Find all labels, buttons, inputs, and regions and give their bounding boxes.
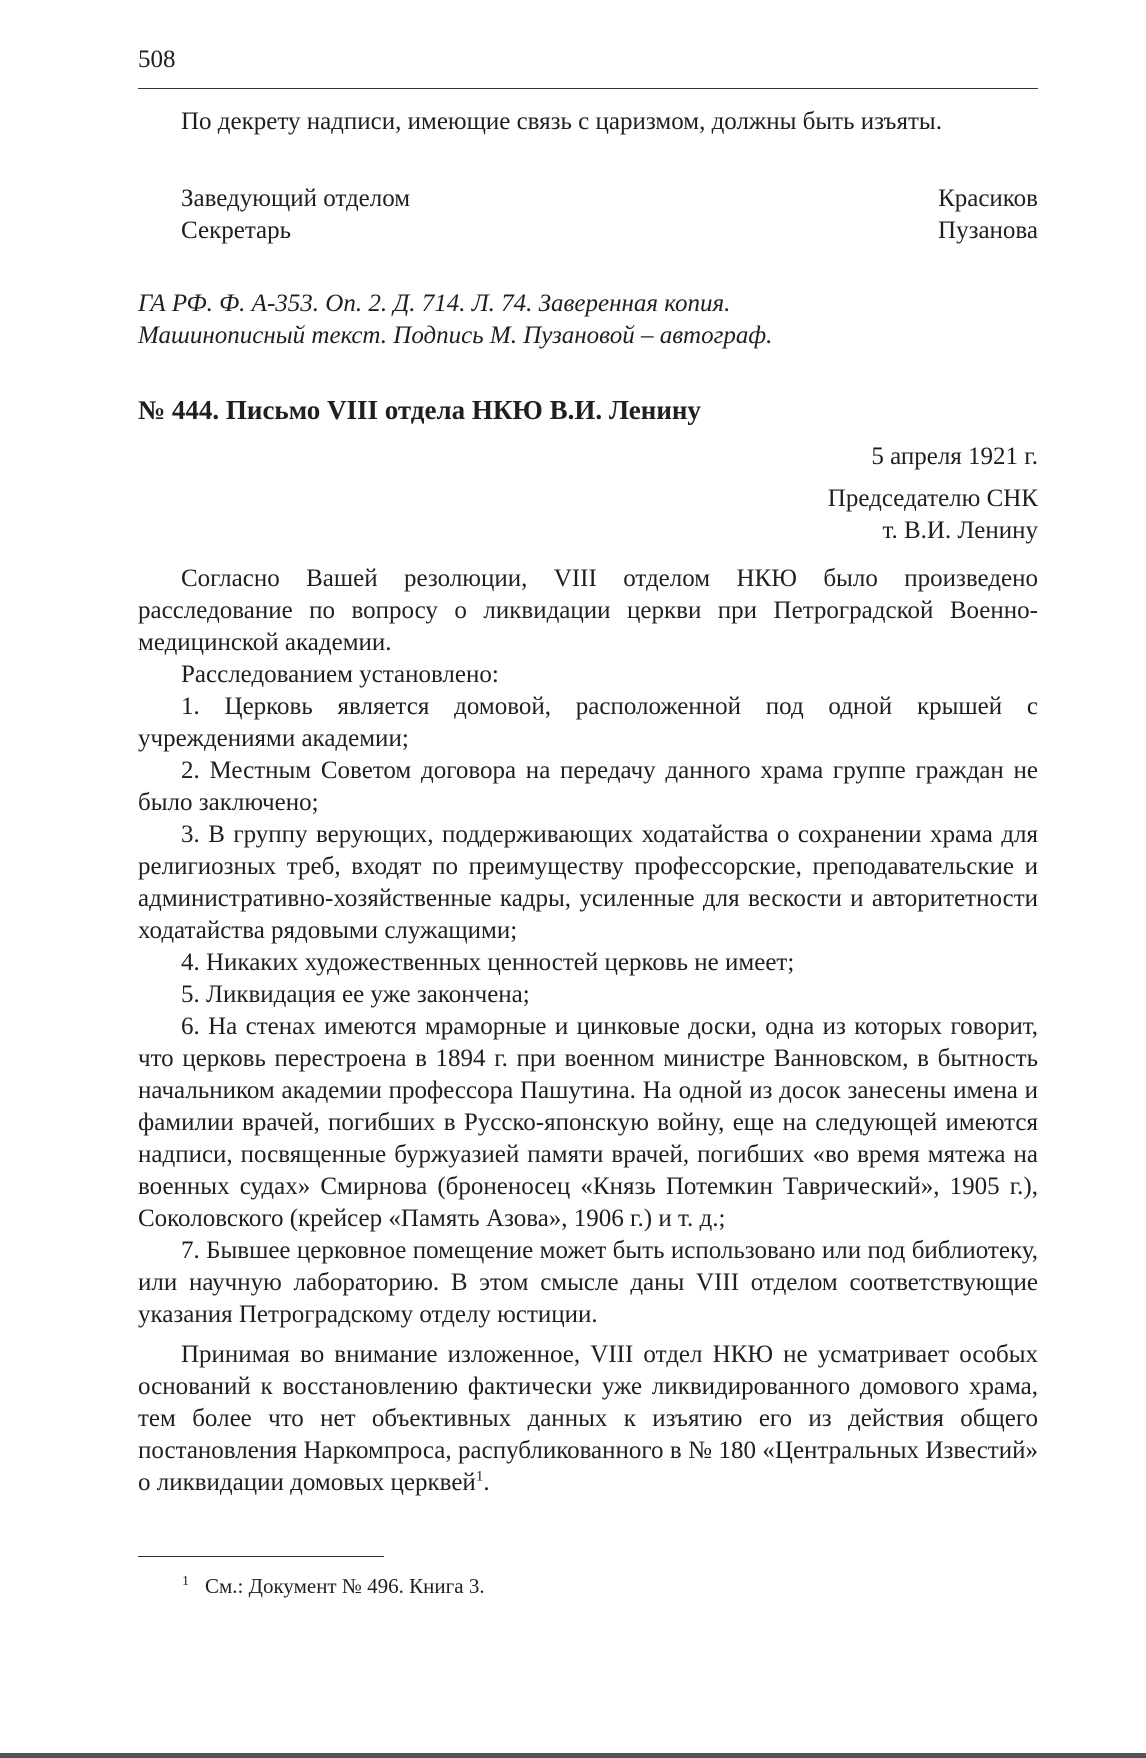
header-rule xyxy=(138,88,1038,89)
addressee-line: Председателю СНК xyxy=(827,485,1038,512)
archive-line: Машинописный текст. Подпись М. Пузановой – автограф. xyxy=(138,322,773,349)
finding-item: 4. Никаких художественных ценностей церковь не имеет; xyxy=(181,949,795,976)
page-number: 508 xyxy=(138,46,176,73)
signature-role: Секретарь xyxy=(181,217,292,244)
archive-reference xyxy=(138,288,1038,352)
archive-line: ГА РФ. Ф. А-353. Оп. 2. Д. 714. Л. 74. Заверенная копия. xyxy=(138,290,731,317)
footnote-text: См.: Документ № 496. Книга 3. xyxy=(205,1574,485,1598)
finding-item: 3. В группу верующих, поддерживающих ходатайства о сохранении храма для религиозных треб, входят по преимуществу профессорские, преподавательские и административно-хозяйственные кадры, усиленные для вескости и авторитетности ходатайства рядовыми служащими; xyxy=(138,821,1038,944)
document-heading: № 444. Письмо VIII отдела НКЮ В.И. Ленину xyxy=(138,395,701,425)
finding-item: 1. Церковь является домовой, расположенной под одной крышей с учреждениями академии; xyxy=(138,693,1038,752)
footnote xyxy=(182,1574,485,1599)
conclusion-paragraph xyxy=(138,1339,1038,1499)
signature-block xyxy=(138,183,1038,247)
conclusion-text: Принимая во внимание изложенное, VIII отдел НКЮ не усматривает особых оснований к восстановлению фактически уже ликвидированного домового храма, тем более что нет объективных данных к изъятию его из действия общего постановления Наркомпроса, распубликованного в № 180 «Центральных Известий» о ликвидации домовых церквей xyxy=(138,1341,1038,1496)
scan-edge xyxy=(0,1753,1146,1758)
footnote-mark: 1 xyxy=(182,1574,189,1589)
document-date: 5 апреля 1921 г. xyxy=(871,443,1038,470)
signature-name: Пузанова xyxy=(938,217,1038,244)
footnote-ref[interactable]: 1 xyxy=(475,1468,484,1485)
signature-role: Заведующий отделом xyxy=(181,185,411,212)
conclusion-end: . xyxy=(483,1469,490,1496)
finding-item: 2. Местным Советом договора на передачу данного храма группе граждан не было заключено; xyxy=(138,757,1038,816)
finding-item: 7. Бывшее церковное помещение может быть использовано или под библиотеку, или научную лабораторию. В этом смысле даны VIII отделом соответствующие указания Петроградскому отделу юстиции. xyxy=(138,1237,1038,1328)
signature-row xyxy=(181,183,1038,215)
signature-name: Красиков xyxy=(938,185,1038,212)
addressee-line: т. В.И. Ленину xyxy=(882,517,1038,544)
document-body xyxy=(138,563,1038,1499)
finding-item: 6. На стенах имеются мраморные и цинковые доски, одна из которых говорит, что церковь перестроена в 1894 г. при военном министре Ванновском, в бытность начальником академии профессора Пашутина. На одной из досок занесены имена и фамилии врачей, погибших в Русско-японскую войну, еще на следующей имеются надписи, посвященные буржуазией памяти врачей, погибших «во время мятежа на военных судах» Смирнова (броненосец «Князь Потемкин Таврический», 1905 г.), Соколовского (крейсер «Память Азова», 1906 г.) и т. д.; xyxy=(138,1013,1038,1232)
body-paragraph: Согласно Вашей резолюции, VIII отделом НКЮ было произведено расследование по вопросу о ликвидации церкви при Петроградской Военно-медицинской академии. xyxy=(138,565,1038,656)
finding-item: 5. Ликвидация ее уже закончена; xyxy=(181,981,530,1008)
intro-paragraph: По декрету надписи, имеющие связь с царизмом, должны быть изъяты. xyxy=(181,108,942,135)
signature-row xyxy=(181,215,1038,247)
findings-intro: Расследованием установлено: xyxy=(181,661,499,688)
addressee xyxy=(138,483,1038,547)
footnote-rule xyxy=(138,1556,384,1557)
